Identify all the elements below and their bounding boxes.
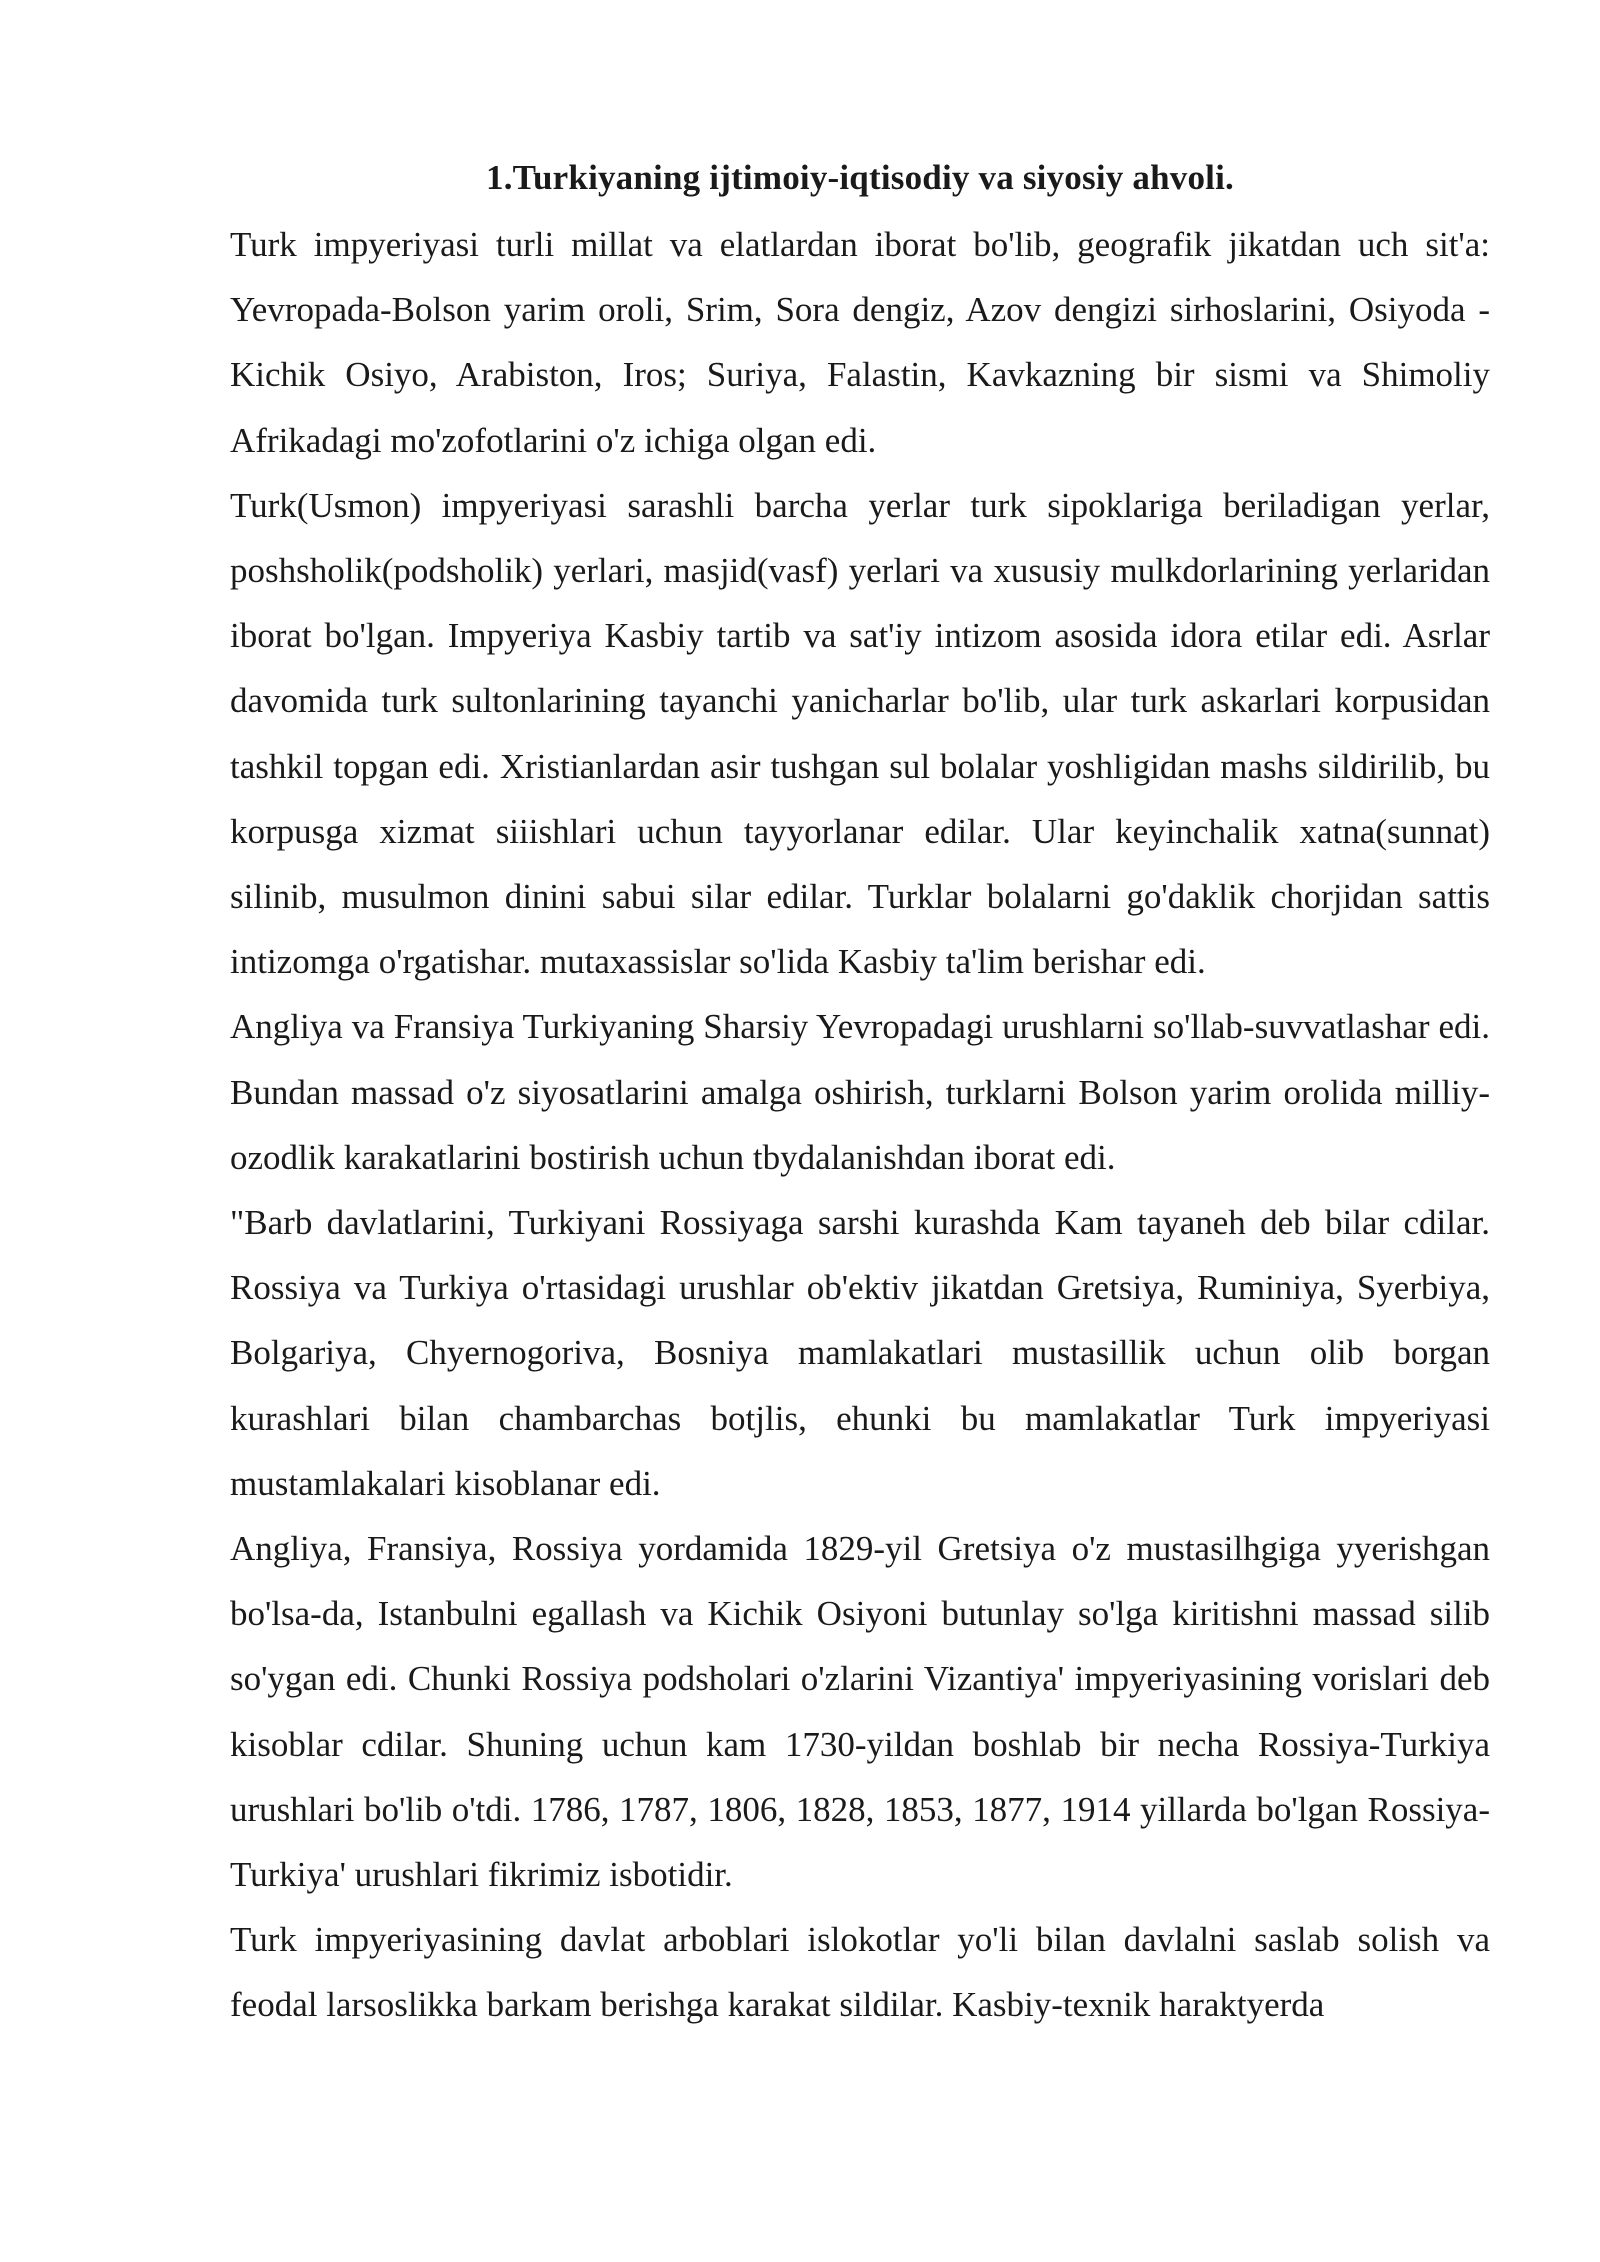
paragraph-1: Turk impyeriyasi turli millat va elatlardan iborat bo'lib, geografik jikatdan uch sit'a: Yevropada-Bolson yarim oroli, Srim, Sora dengiz, Azov dengizi sirhoslarini, Osiyoda -Kichik Osiyo, Arabiston, Iros; Suriya, Falastin, Kavkazning bir sismi va Shimoliy Afrikadagi mo'zofotlarini o'z ichiga olgan edi.: [230, 225, 1490, 460]
document-page: [230, 148, 1490, 2038]
document-title: 1.Turkiyaning ijtimoiy-iqtisodiy va siyosiy ahvoli.: [486, 158, 1234, 197]
paragraph-6: Turk impyeriyasining davlat arboblari islokotlar yo'li bilan davlalni saslab solish va feodal larsoslikka barkam berishga karakat sildilar. Kasbiy-texnik haraktyerda: [230, 1920, 1490, 2025]
paragraph-2: Turk(Usmon) impyeriyasi sarashli barcha yerlar turk sipoklariga beriladigan yerlar, poshsholik(podsholik) yerlari, masjid(vasf) yerlari va xususiy mulkdorlarining yerlaridan iborat bo'lgan. Impyeriya Kasbiy tartib va sat'iy intizom asosida idora etilar edi. Asrlar davomida turk sultonlarining tayanchi yanicharlar bo'lib, ular turk askarlari korpusidan tashkil topgan edi. Xristianlardan asir tushgan sul bolalar yoshligidan mashs sildirilib, bu korpusga xizmat siiishlari uchun tayyorlanar edilar. Ular keyinchalik xatna(sunnat) silinib, musulmon dinini sabui silar edilar. Turklar bolalarni go'daklik chorjidan sattis intizomga o'rgatishar. mutaxassislar so'lida Kasbiy ta'lim berishar edi.: [230, 485, 1490, 982]
paragraph-5: Angliya, Fransiya, Rossiya yordamida 1829-yil Gretsiya o'z mustasilhgiga yyerishgan bo'lsa-da, Istanbulni egallash va Kichik Osiyoni butunlay so'lga kiritishni massad silib so'ygan edi. Chunki Rossiya podsholari o'zlarini Vizantiya' impyeriyasining vorislari deb kisoblar cdilar. Shuning uchun kam 1730-yildan boshlab bir necha Rossiya-Turkiya urushlari bo'lib o'tdi. 1786, 1787, 1806, 1828, 1853, 1877, 1914 yillarda bo'lgan Rossiya-Turkiya' urushlari fikrimiz isbotidir.: [230, 1529, 1490, 1895]
paragraph-4: "Barb davlatlarini, Turkiyani Rossiyaga sarshi kurashda Kam tayaneh deb bilar cdilar. Rossiya va Turkiya o'rtasidagi urushlar ob'ektiv jikatdan Gretsiya, Ruminiya, Syerbiya, Bolgariya, Chyernogoriva, Bosniya mamlakatlari mustasillik uchun olib borgan kurashlari bilan chambarchas botjlis, ehunki bu mamlakatlar Turk impyeriyasi mustamlakalari kisoblanar edi.: [230, 1203, 1490, 1503]
paragraph-3: Angliya va Fransiya Turkiyaning Sharsiy Yevropadagi urushlarni so'llab-suvvatlashar edi. Bundan massad o'z siyosatlarini amalga oshirish, turklarni Bolson yarim orolida milliy-ozodlik karakatlarini bostirish uchun tbydalanishdan iborat edi.: [230, 1007, 1490, 1177]
